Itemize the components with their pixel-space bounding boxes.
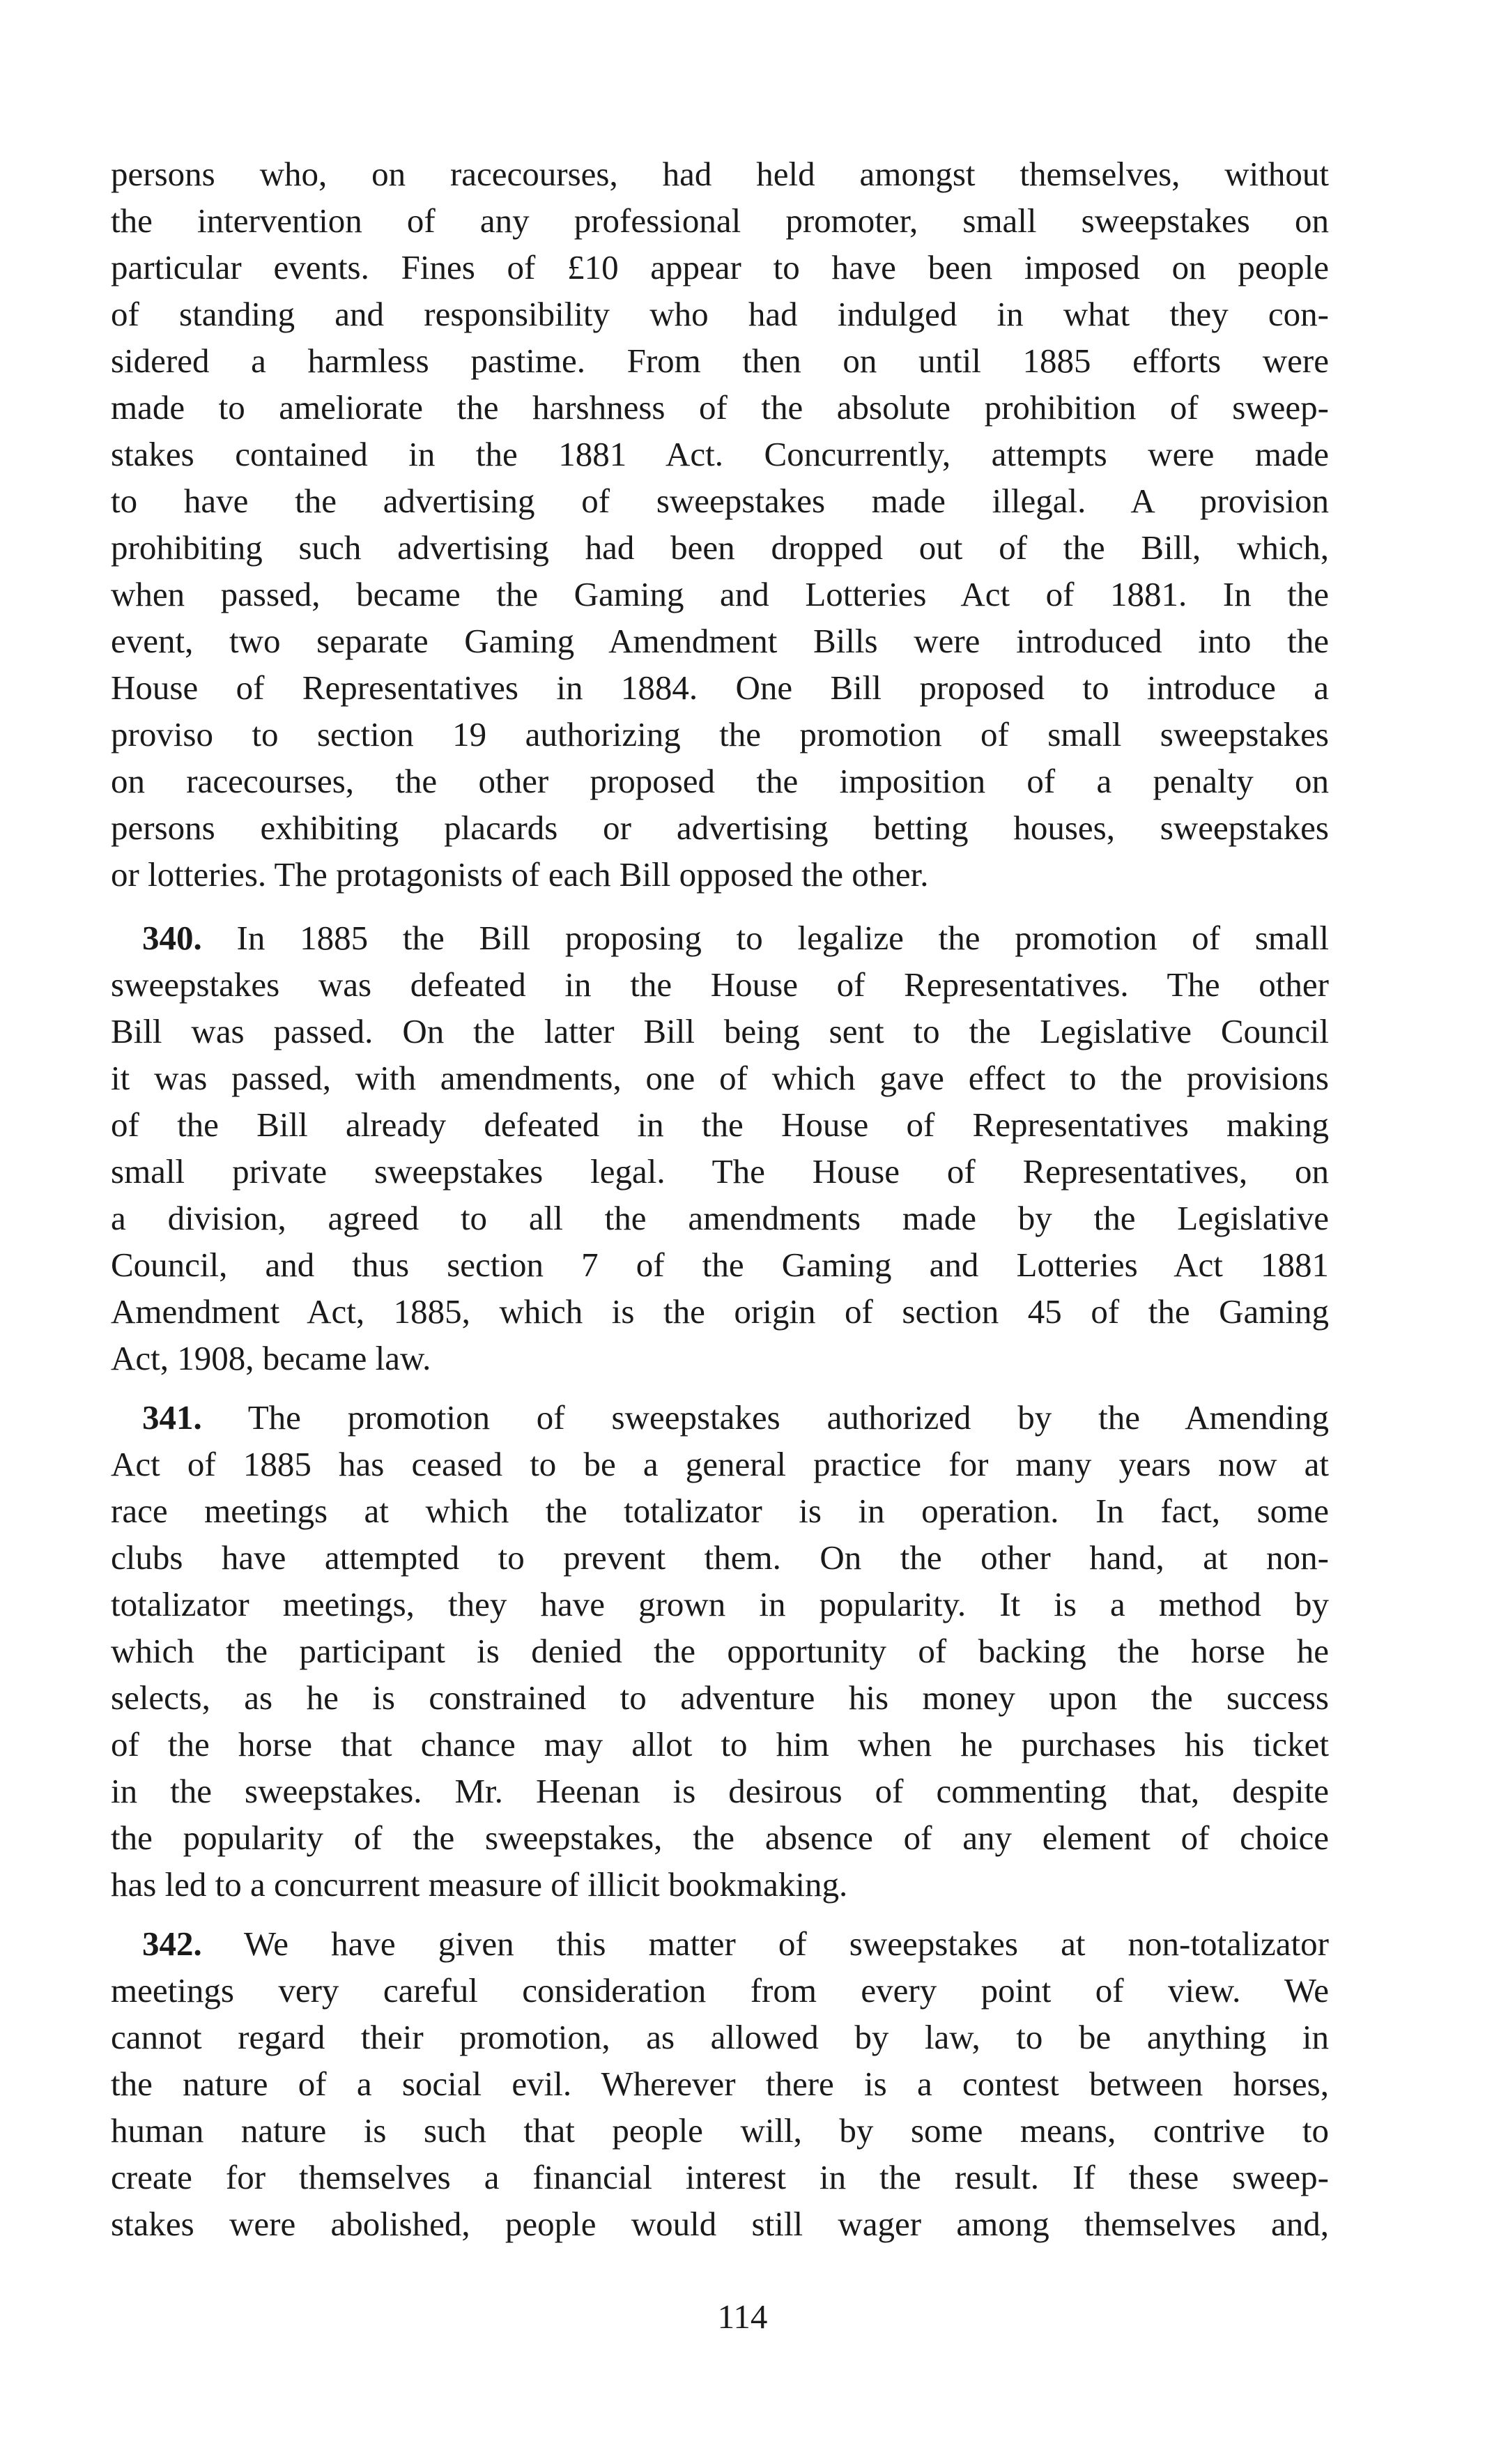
paragraph-number: 341. [142,1398,202,1437]
line-text: in the sweepstakes. Mr. Heenan is desirous of commenting that, despite [111,1772,1329,1810]
text-line [111,1861,1329,1908]
line-text: sidered a harmless pastime. From then on until 1885 efforts were [111,342,1329,380]
line-text: to have the advertising of sweepstakes made illegal. A provision [111,482,1329,520]
line-text: particular events. Fines of £10 appear to have been imposed on people [111,248,1329,286]
line-text: Bill was passed. On the latter Bill being sent to the Legislative Council [111,1012,1329,1050]
line-text: prohibiting such advertising had been dropped out of the Bill, which, [111,528,1329,567]
text-line [111,1394,1329,1441]
line-text: The promotion of sweepstakes authorized by the Amending [247,1398,1329,1437]
text-line [111,244,1329,291]
line-text: on racecourses, the other proposed the imposition of a penalty on [111,762,1329,800]
text-line [111,1335,1329,1382]
text-line [111,291,1329,337]
line-text: of the horse that chance may allot to him when he purchases his ticket [111,1725,1329,1763]
line-text: In 1885 the Bill proposing to legalize the promotion of small [236,919,1329,957]
line-text: clubs have attempted to prevent them. On the other hand, at non- [111,1538,1329,1577]
line-text: has led to a concurrent measure of illicit bookmaking. [111,1865,848,1904]
text-line [111,1814,1329,1861]
line-text: the intervention of any professional promoter, small sweepstakes on [111,201,1329,240]
text-line [111,1195,1329,1241]
line-text: cannot regard their promotion, as allowed by law, to be anything in [111,2018,1329,2056]
text-line [111,524,1329,571]
text-line [111,804,1329,851]
line-text: selects, as he is constrained to adventure his money upon the success [111,1678,1329,1717]
line-text: it was passed, with amendments, one of which gave effect to the provisions [111,1059,1329,1097]
text-line [111,1101,1329,1148]
text-line [111,758,1329,804]
line-text: when passed, became the Gaming and Lotteries Act of 1881. In the [111,575,1329,613]
text-line [111,477,1329,524]
text-line [111,1721,1329,1768]
text-line [111,2201,1329,2247]
text-line [111,1487,1329,1534]
line-text: persons exhibiting placards or advertising betting houses, sweepstakes [111,809,1329,847]
line-text: House of Representatives in 1884. One Bill proposed to introduce a [111,668,1329,707]
text-line [111,571,1329,618]
text-line [111,1628,1329,1674]
text-line [111,1148,1329,1195]
line-text: We have given this matter of sweepstakes at non-totalizator [243,1924,1329,1963]
text-line [111,384,1329,431]
text-line [111,431,1329,477]
page-number: 114 [717,2297,768,2336]
text-line [111,2014,1329,2060]
line-text: race meetings at which the totalizator is in operation. In fact, some [111,1492,1329,1530]
line-text: of standing and responsibility who had indulged in what they con- [111,295,1329,333]
line-text: Council, and thus section 7 of the Gaming and Lotteries Act 1881 [111,1246,1329,1284]
paragraph-number: 340. [142,919,202,957]
line-text: Act of 1885 has ceased to be a general practice for many years now at [111,1445,1329,1483]
paragraph-342 [111,1920,1329,2247]
line-text: Amendment Act, 1885, which is the origin of section 45 of the Gaming [111,1292,1329,1331]
text-line [111,1581,1329,1628]
line-text: small private sweepstakes legal. The House of Representatives, on [111,1152,1329,1191]
text-line [111,1288,1329,1335]
text-line [111,1534,1329,1581]
text-line [111,1920,1329,1967]
line-text: persons who, on racecourses, had held amongst themselves, without [111,155,1329,193]
text-line [111,2060,1329,2107]
line-text: the nature of a social evil. Wherever there is a contest between horses, [111,2065,1329,2103]
line-text: or lotteries. The protagonists of each Bill opposed the other. [111,855,929,894]
text-line [111,1008,1329,1055]
text-line [111,197,1329,244]
paragraph-continued [111,151,1329,898]
line-text: meetings very careful consideration from every point of view. We [111,1971,1329,2010]
line-text: human nature is such that people will, by some means, contrive to [111,2111,1329,2150]
text-line [111,711,1329,758]
text-line [111,2154,1329,2201]
text-line [111,961,1329,1008]
line-text: Act, 1908, became law. [111,1339,431,1377]
line-text: proviso to section 19 authorizing the promotion of small sweepstakes [111,715,1329,753]
line-text: stakes contained in the 1881 Act. Concurrently, attempts were made [111,435,1329,473]
text-line [111,851,1329,898]
text-line [111,915,1329,961]
text-line [111,1241,1329,1288]
text-line [111,1055,1329,1101]
text-line [111,2107,1329,2154]
line-text: sweepstakes was defeated in the House of Representatives. The other [111,965,1329,1004]
text-line [111,618,1329,664]
line-text: a division, agreed to all the amendments made by the Legislative [111,1199,1329,1237]
line-text: of the Bill already defeated in the House of Representatives making [111,1105,1329,1144]
line-text: which the participant is denied the opportunity of backing the horse he [111,1632,1329,1670]
line-text: totalizator meetings, they have grown in popularity. It is a method by [111,1585,1329,1623]
text-line [111,1674,1329,1721]
text-line [111,151,1329,197]
line-text: stakes were abolished, people would still wager among themselves and, [111,2205,1329,2243]
paragraph-340 [111,915,1329,1382]
text-line [111,1768,1329,1814]
line-text: create for themselves a financial interest in the result. If these sweep- [111,2158,1329,2196]
text-line [111,337,1329,384]
paragraph-341 [111,1394,1329,1908]
text-line [111,1441,1329,1487]
text-line [111,664,1329,711]
line-text: event, two separate Gaming Amendment Bills were introduced into the [111,622,1329,660]
paragraph-number: 342. [142,1924,202,1963]
line-text: made to ameliorate the harshness of the absolute prohibition of sweep- [111,388,1329,427]
line-text: the popularity of the sweepstakes, the absence of any element of choice [111,1819,1329,1857]
text-line [111,1967,1329,2014]
